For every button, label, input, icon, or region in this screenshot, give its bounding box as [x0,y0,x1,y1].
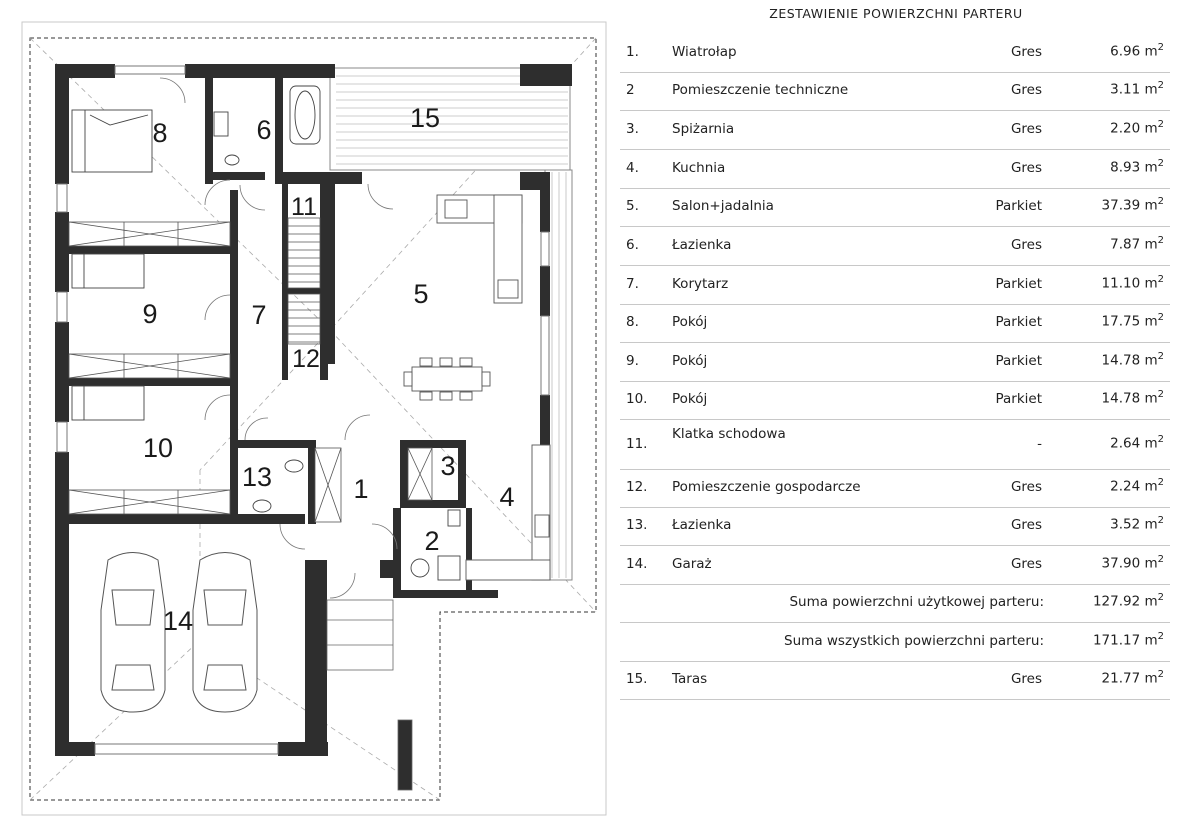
area-value: 3.11 m [1110,81,1158,98]
unit-exponent: 2 [1157,42,1164,53]
row-area [1110,477,1164,495]
row-material: Parkiet [995,198,1042,214]
unit-exponent: 2 [1157,434,1164,445]
unit-exponent: 2 [1157,235,1164,246]
row-area [1110,434,1164,452]
sum-label: Suma wszystkich powierzchni parteru: [784,633,1044,649]
row-area [1110,42,1164,60]
area-value: 127.92 m [1092,593,1158,610]
unit-exponent: 2 [1157,389,1164,400]
row-room-name: Łazienka [672,237,732,253]
row-number: 15. [626,671,648,687]
table-row [620,469,1170,508]
row-room-name: Łazienka [672,517,732,533]
room-number-15: 15 [409,103,441,133]
room-number-6: 6 [256,115,272,145]
area-value: 6.96 m [1110,43,1158,60]
row-area [1110,80,1164,98]
row-material: Gres [1010,479,1042,495]
room-number-2: 2 [424,526,440,556]
area-value: 2.20 m [1110,120,1158,137]
row-number: 4. [626,160,639,176]
table-row-terrace [620,661,1170,700]
table-row [620,507,1170,546]
room-number-13: 13 [241,462,273,492]
row-number: 10. [626,391,648,407]
row-number: 3. [626,121,639,137]
row-number: 14. [626,556,648,572]
unit-exponent: 2 [1157,592,1164,603]
row-room-name: Salon+jadalnia [672,198,774,214]
unit-exponent: 2 [1157,477,1164,488]
row-area [1110,119,1164,137]
unit-exponent: 2 [1157,158,1164,169]
unit-exponent: 2 [1157,312,1164,323]
area-value: 2.64 m [1110,435,1158,452]
room-number-3: 3 [440,451,456,481]
row-room-name: Kuchnia [672,160,726,176]
area-value: 17.75 m [1101,313,1158,330]
table-sum-row [620,623,1170,662]
row-material: Parkiet [995,353,1042,369]
unit-exponent: 2 [1157,274,1164,285]
row-area [1102,351,1164,369]
unit-exponent: 2 [1157,631,1164,642]
row-material: Gres [1010,237,1042,253]
table-row [620,420,1170,470]
row-number: 12. [626,479,648,495]
table-row [620,227,1170,266]
table-sum-row [620,584,1170,623]
row-material: Gres [1010,121,1042,137]
unit-exponent: 2 [1157,669,1164,680]
row-area [1102,389,1164,407]
area-value: 8.93 m [1110,159,1158,176]
room-number-5: 5 [413,279,429,309]
sum-label: Suma powierzchni użytkowej parteru: [789,594,1044,610]
table-row [620,111,1170,150]
staircase [288,218,320,344]
row-area [1110,515,1164,533]
row-number: 13. [626,517,648,533]
row-room-name: Pomieszczenie gospodarcze [672,479,861,495]
row-room-name: Pokój [672,314,708,330]
room-number-7: 7 [251,300,267,330]
row-material: Gres [1010,82,1042,98]
room-number-14: 14 [162,606,194,636]
row-number: 6. [626,237,639,253]
table-row [620,546,1170,585]
row-room-name: Spiżarnia [672,121,735,137]
area-value: 2.24 m [1110,478,1158,495]
row-area [1093,631,1164,649]
table-row [620,150,1170,189]
row-number: 9. [626,353,639,369]
room-number-1: 1 [353,474,369,504]
row-room-name: Pomieszczenie techniczne [672,82,849,98]
row-room-name: Taras [672,671,708,687]
row-room-name: Garaż [672,556,712,572]
room-number-10: 10 [142,433,174,463]
unit-exponent: 2 [1157,119,1164,130]
row-area [1102,312,1164,330]
row-material: Gres [1010,556,1042,572]
unit-exponent: 2 [1157,196,1164,207]
table-title: ZESTAWIENIE POWIERZCHNI PARTERU [769,6,1023,21]
row-number: 7. [626,276,639,292]
row-area [1110,235,1164,253]
row-material: Parkiet [995,391,1042,407]
row-number: 5. [626,198,639,214]
row-material: Gres [1010,671,1042,687]
area-summary-table [620,0,1172,700]
dining-table [404,358,490,400]
table-row [620,266,1170,305]
row-room-name: Korytarz [672,276,729,292]
table-row [620,304,1170,343]
room-number-12: 12 [292,345,320,373]
row-area [1110,158,1164,176]
row-room-name: Klatka schodowa [672,426,786,442]
row-room-name: Wiatrołap [672,44,737,60]
area-value: 7.87 m [1110,236,1158,253]
row-material: - [1037,436,1042,452]
row-material: Gres [1010,44,1042,60]
row-room-name: Pokój [672,391,708,407]
table-row [620,188,1170,227]
table-row [620,72,1170,111]
area-value: 171.17 m [1092,632,1158,649]
row-room-name: Pokój [672,353,708,369]
row-material: Gres [1010,160,1042,176]
entrance-steps [327,600,412,790]
area-value: 37.39 m [1101,197,1158,214]
room-number-4: 4 [499,482,515,512]
area-value: 11.10 m [1101,275,1158,292]
row-material: Parkiet [995,276,1042,292]
sofa [437,195,522,303]
area-value: 14.78 m [1101,390,1158,407]
kitchen-counter [466,445,550,580]
row-material: Gres [1010,517,1042,533]
row-area [1102,669,1164,687]
row-area [1093,592,1164,610]
row-area [1102,274,1164,292]
table-row [620,381,1170,420]
table-row [620,343,1170,382]
table-row [620,34,1170,73]
unit-exponent: 2 [1157,554,1164,565]
room-number-9: 9 [142,299,158,329]
row-material: Parkiet [995,314,1042,330]
area-value: 37.90 m [1101,555,1158,572]
row-area [1102,554,1164,572]
area-value: 14.78 m [1101,352,1158,369]
row-number: 1. [626,44,639,60]
room-number-11: 11 [291,193,317,221]
row-area [1102,196,1164,214]
row-number: 2 [626,82,635,98]
room-number-8: 8 [152,118,168,148]
unit-exponent: 2 [1157,351,1164,362]
row-number: 8. [626,314,639,330]
area-value: 3.52 m [1110,516,1158,533]
row-number: 11. [626,436,648,452]
bathroom-fixtures [214,86,320,512]
unit-exponent: 2 [1157,80,1164,91]
unit-exponent: 2 [1157,515,1164,526]
area-value: 21.77 m [1101,670,1158,687]
